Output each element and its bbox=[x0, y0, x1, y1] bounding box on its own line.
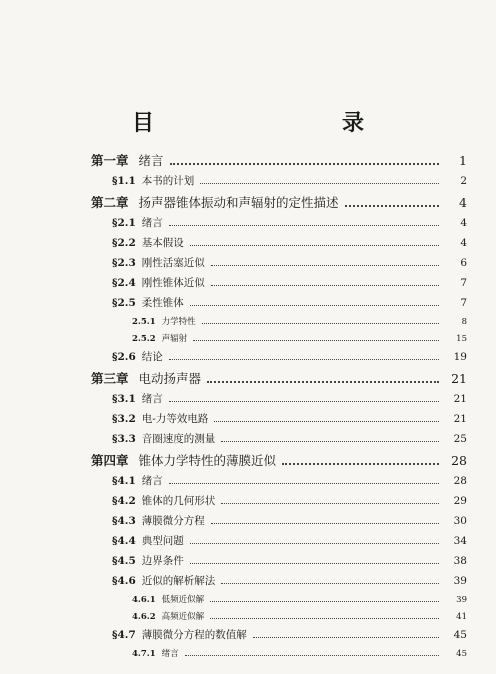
dot-leader bbox=[202, 314, 439, 324]
toc-entry-number: §2.4 bbox=[112, 276, 136, 289]
toc-entry-number: §3.3 bbox=[112, 432, 136, 445]
toc-section-entry[interactable] bbox=[0, 254, 496, 274]
toc-section-entry[interactable] bbox=[0, 348, 496, 368]
toc-entry-title: 绪言 bbox=[141, 392, 163, 405]
toc-page-number: 41 bbox=[456, 611, 467, 622]
dot-leader bbox=[169, 472, 439, 484]
table-of-contents bbox=[0, 150, 496, 663]
toc-entry-number: §4.5 bbox=[112, 554, 136, 567]
toc-entry-title: 扬声器锥体振动和声辐射的定性描述 bbox=[138, 194, 339, 210]
toc-entry-title: 音圈速度的测量 bbox=[141, 432, 216, 445]
toc-page-number: 30 bbox=[453, 514, 467, 527]
toc-page-number: 6 bbox=[460, 256, 467, 269]
toc-entry-number: §4.4 bbox=[112, 534, 136, 547]
toc-entry-number: §4.1 bbox=[112, 474, 136, 487]
toc-page-number: 4 bbox=[460, 216, 467, 229]
toc-entry-title: 声辐射 bbox=[161, 333, 188, 344]
toc-entry-title: 电动扬声器 bbox=[138, 370, 202, 386]
dot-leader bbox=[200, 172, 439, 184]
dot-leader bbox=[214, 410, 439, 422]
toc-entry-title: 绪言 bbox=[141, 474, 163, 487]
toc-entry-title: 刚性锥体近似 bbox=[141, 276, 205, 289]
toc-page-number: 7 bbox=[460, 276, 467, 289]
toc-entry-title: 近似的解析解法 bbox=[141, 574, 216, 587]
toc-entry-number: §2.6 bbox=[112, 350, 136, 363]
dot-leader bbox=[169, 214, 439, 226]
toc-entry-number: 4.7.1 bbox=[132, 648, 156, 659]
dot-leader bbox=[211, 274, 439, 286]
toc-entry-title: 薄膜微分方程的数值解 bbox=[141, 628, 247, 641]
toc-subsection-entry[interactable] bbox=[0, 592, 496, 609]
toc-chapter-entry[interactable] bbox=[0, 368, 496, 390]
dot-leader bbox=[345, 192, 439, 207]
toc-section-entry[interactable] bbox=[0, 234, 496, 254]
toc-entry-title: 典型问题 bbox=[141, 534, 184, 547]
toc-section-entry[interactable] bbox=[0, 410, 496, 430]
toc-entry-number: §2.1 bbox=[112, 216, 136, 229]
toc-page-number: 45 bbox=[456, 648, 467, 659]
toc-page-number: 39 bbox=[456, 594, 467, 605]
toc-entry-title: 结论 bbox=[141, 350, 163, 363]
toc-subsection-entry[interactable] bbox=[0, 646, 496, 663]
toc-entry-title: 边界条件 bbox=[141, 554, 184, 567]
toc-section-entry[interactable] bbox=[0, 274, 496, 294]
toc-section-entry[interactable] bbox=[0, 214, 496, 234]
toc-page-number: 34 bbox=[453, 534, 467, 547]
toc-chapter-entry[interactable] bbox=[0, 450, 496, 472]
toc-page-number: 15 bbox=[456, 333, 467, 344]
dot-leader bbox=[193, 331, 439, 341]
toc-page-number: 21 bbox=[453, 392, 467, 405]
toc-page-number: 7 bbox=[460, 296, 467, 309]
toc-page-number: 21 bbox=[453, 412, 467, 425]
toc-section-entry[interactable] bbox=[0, 294, 496, 314]
toc-page-number: 38 bbox=[453, 554, 467, 567]
toc-page-number: 19 bbox=[453, 350, 467, 363]
toc-page-number: 2 bbox=[460, 174, 467, 187]
toc-entry-number: §2.2 bbox=[112, 236, 136, 249]
dot-leader bbox=[170, 150, 439, 165]
toc-entry-number: 第四章 bbox=[91, 452, 129, 468]
toc-section-entry[interactable] bbox=[0, 390, 496, 410]
toc-page-number: 8 bbox=[461, 316, 467, 327]
toc-entry-title: 绪言 bbox=[161, 648, 179, 659]
toc-entry-title: 锥体力学特性的薄膜近似 bbox=[138, 452, 277, 468]
dot-leader bbox=[211, 512, 439, 524]
toc-entry-number: §3.1 bbox=[112, 392, 136, 405]
dot-leader bbox=[210, 609, 439, 619]
toc-entry-title: 柔性锥体 bbox=[141, 296, 184, 309]
toc-entry-title: 锥体的几何形状 bbox=[141, 494, 216, 507]
toc-page-number: 1 bbox=[459, 152, 467, 168]
toc-entry-title: 力学特性 bbox=[161, 316, 196, 327]
toc-entry-number: 第二章 bbox=[91, 194, 129, 210]
toc-entry-title: 刚性活塞近似 bbox=[141, 256, 205, 269]
dot-leader bbox=[185, 646, 439, 656]
toc-entry-number: §4.7 bbox=[112, 628, 136, 641]
toc-section-entry[interactable] bbox=[0, 172, 496, 192]
toc-entry-title: 绪言 bbox=[138, 152, 164, 168]
toc-subsection-entry[interactable] bbox=[0, 331, 496, 348]
dot-leader bbox=[221, 572, 439, 584]
dot-leader bbox=[221, 430, 439, 442]
dot-leader bbox=[190, 552, 439, 564]
toc-subsection-entry[interactable] bbox=[0, 314, 496, 331]
toc-section-entry[interactable] bbox=[0, 512, 496, 532]
toc-section-entry[interactable] bbox=[0, 572, 496, 592]
toc-chapter-entry[interactable] bbox=[0, 192, 496, 214]
dot-leader bbox=[207, 368, 439, 383]
toc-section-entry[interactable] bbox=[0, 430, 496, 450]
dot-leader bbox=[190, 294, 439, 306]
toc-section-entry[interactable] bbox=[0, 552, 496, 572]
dot-leader bbox=[190, 234, 439, 246]
toc-section-entry[interactable] bbox=[0, 626, 496, 646]
toc-entry-number: §3.2 bbox=[112, 412, 136, 425]
toc-page-number: 28 bbox=[453, 474, 467, 487]
dot-leader bbox=[221, 492, 439, 504]
toc-page-number: 45 bbox=[453, 628, 467, 641]
dot-leader bbox=[190, 532, 439, 544]
dot-leader bbox=[169, 348, 439, 360]
toc-page-number: 39 bbox=[453, 574, 467, 587]
toc-page-number: 4 bbox=[460, 236, 467, 249]
dot-leader bbox=[253, 626, 439, 638]
toc-entry-title: 本书的计划 bbox=[141, 174, 195, 187]
toc-section-entry[interactable] bbox=[0, 472, 496, 492]
toc-section-entry[interactable] bbox=[0, 492, 496, 512]
toc-page-number: 21 bbox=[451, 370, 467, 386]
toc-page-number: 4 bbox=[459, 194, 467, 210]
toc-entry-number: 第一章 bbox=[91, 152, 129, 168]
toc-page-number: 29 bbox=[453, 494, 467, 507]
toc-entry-number: §4.2 bbox=[112, 494, 136, 507]
toc-entry-title: 电-力等效电路 bbox=[141, 412, 209, 425]
dot-leader bbox=[169, 390, 439, 402]
toc-entry-title: 高频近似解 bbox=[161, 611, 205, 622]
toc-entry-title: 绪言 bbox=[141, 216, 163, 229]
page-title: 目 录 bbox=[131, 110, 412, 136]
toc-entry-number: 4.6.2 bbox=[132, 611, 156, 622]
toc-entry-title: 低频近似解 bbox=[161, 594, 205, 605]
toc-section-entry[interactable] bbox=[0, 532, 496, 552]
toc-entry-number: 2.5.2 bbox=[132, 333, 156, 344]
toc-entry-number: §4.6 bbox=[112, 574, 136, 587]
toc-entry-number: §1.1 bbox=[112, 174, 136, 187]
toc-entry-number: 4.6.1 bbox=[132, 594, 156, 605]
toc-entry-number: §2.3 bbox=[112, 256, 136, 269]
toc-chapter-entry[interactable] bbox=[0, 150, 496, 172]
dot-leader bbox=[210, 592, 439, 602]
toc-entry-number: §4.3 bbox=[112, 514, 136, 527]
dot-leader bbox=[211, 254, 439, 266]
dot-leader bbox=[282, 450, 439, 465]
toc-entry-number: §2.5 bbox=[112, 296, 136, 309]
toc-entry-number: 第三章 bbox=[91, 370, 129, 386]
toc-entry-number: 2.5.1 bbox=[132, 316, 156, 327]
toc-entry-title: 薄膜微分方程 bbox=[141, 514, 205, 527]
toc-subsection-entry[interactable] bbox=[0, 609, 496, 626]
toc-entry-title: 基本假设 bbox=[141, 236, 184, 249]
toc-page-number: 28 bbox=[451, 452, 467, 468]
toc-page-number: 25 bbox=[453, 432, 467, 445]
